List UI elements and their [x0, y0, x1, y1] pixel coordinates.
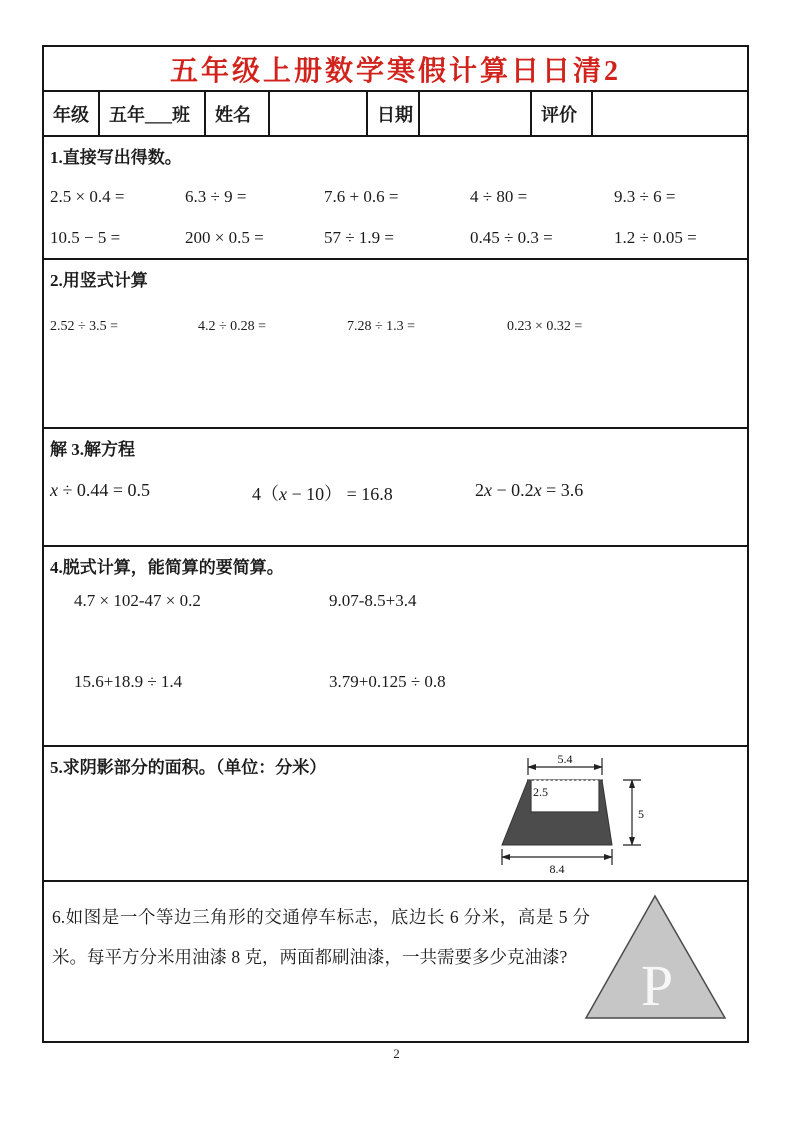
problem: 9.07-8.5+3.4 — [329, 591, 417, 610]
problem: 4.7 × 102-47 × 0.2 — [74, 591, 201, 610]
parking-sign-figure — [584, 893, 734, 1023]
grade-value: 五年___班 — [100, 92, 206, 135]
problem: 0.45 ÷ 0.3 = — [470, 228, 553, 247]
section6-problem-text: 6.如图是一个等边三角形的交通停车标志，底边长 6 分米，高是 5 分米。每平方分米用油漆 8 克，两面都刷油漆，一共需要多少克油漆? — [52, 907, 590, 967]
problem: 15.6+18.9 ÷ 1.4 — [74, 672, 183, 691]
section2-row — [50, 319, 739, 335]
section1-row2 — [50, 228, 739, 248]
name-blank-cell — [270, 92, 368, 135]
grade-label: 年级 — [44, 92, 100, 135]
problem: 4.2 ÷ 0.28 = — [198, 319, 267, 334]
equation: 2x − 0.2x = 3.6 — [475, 480, 584, 500]
dim-label-height: 5 — [638, 807, 644, 821]
section-step-calculation — [44, 547, 747, 747]
section-oral-calculation — [44, 137, 747, 260]
student-info-row — [44, 92, 747, 137]
problem: 6.3 ÷ 9 = — [185, 187, 247, 206]
date-blank-cell — [420, 92, 532, 135]
name-label: 姓名 — [206, 92, 270, 135]
dim-label-top-width: 5.4 — [557, 752, 573, 766]
section3-title: 解 3.解方程 — [50, 440, 135, 459]
trapezoid-figure — [490, 751, 675, 879]
evaluation-blank-cell — [593, 92, 747, 135]
problem: 3.79+0.125 ÷ 0.8 — [329, 672, 446, 691]
problem: 7.28 ÷ 1.3 = — [347, 319, 416, 334]
problem: 0.23 × 0.32 = — [507, 319, 583, 334]
problem: 2.52 ÷ 3.5 = — [50, 319, 119, 334]
section-shaded-area — [44, 747, 747, 882]
section4-row1 — [50, 591, 739, 611]
problem: 2.5 × 0.4 = — [50, 187, 125, 206]
section5-title: 5.求阴影部分的面积。（单位：分米） — [50, 758, 327, 777]
problem: 4 ÷ 80 = — [470, 187, 528, 206]
title-row — [44, 47, 747, 92]
section-triangle-sign — [44, 882, 747, 1041]
problem: 9.3 ÷ 6 = — [614, 187, 676, 206]
problem: 10.5 − 5 = — [50, 228, 121, 247]
section4-row2 — [50, 672, 739, 692]
section4-title: 4.脱式计算，能简算的要简算。 — [50, 558, 284, 577]
section-solve-equations — [44, 429, 747, 547]
section3-row — [50, 480, 739, 506]
problem: 57 ÷ 1.9 = — [324, 228, 394, 247]
problem: 7.6 + 0.6 = — [324, 187, 399, 206]
problem: 200 × 0.5 = — [185, 228, 264, 247]
section1-row1 — [50, 187, 739, 207]
equation: 4（x − 10） = 16.8 — [252, 484, 393, 504]
section1-title: 1.直接写出得数。 — [50, 148, 182, 167]
dim-label-bottom-width: 8.4 — [549, 862, 565, 876]
page-title: 五年级上册数学寒假计算日日清2 — [169, 55, 621, 87]
page-number: 2 — [393, 1046, 400, 1061]
date-label: 日期 — [368, 92, 420, 135]
dim-label-inner-height: 2.5 — [533, 785, 548, 799]
evaluation-label: 评价 — [532, 92, 593, 135]
problem: 1.2 ÷ 0.05 = — [614, 228, 697, 247]
sign-letter: P — [640, 953, 674, 1018]
equation: x ÷ 0.44 = 0.5 — [50, 480, 151, 500]
section2-title: 2.用竖式计算 — [50, 271, 148, 290]
worksheet-table — [42, 45, 749, 1043]
section-column-calculation — [44, 260, 747, 429]
